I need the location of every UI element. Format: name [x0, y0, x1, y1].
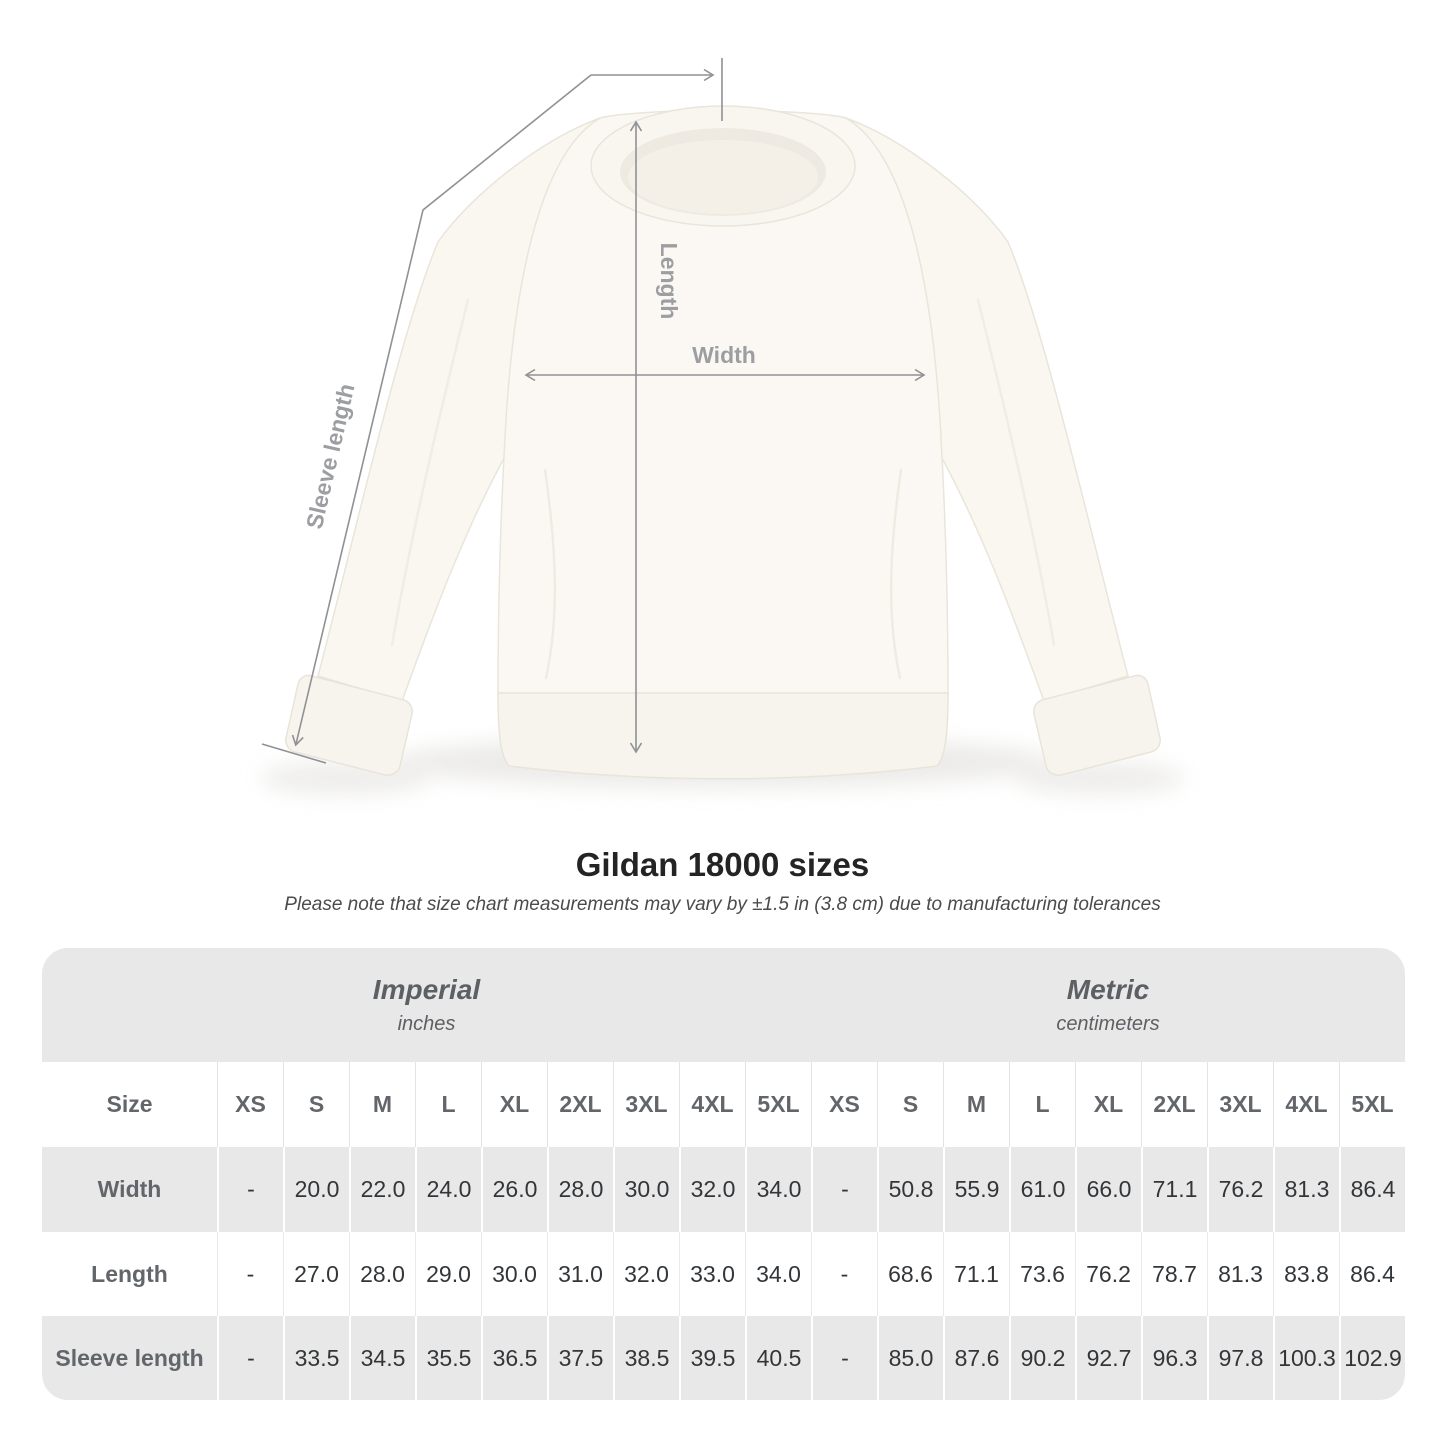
value-cell: - — [811, 1147, 877, 1232]
value-cell: 100.3 — [1273, 1316, 1339, 1400]
value-cell: 22.0 — [349, 1147, 415, 1232]
size-col-header: XL — [1075, 1062, 1141, 1147]
metric-group-header — [811, 948, 1405, 1062]
value-cell: 33.5 — [283, 1316, 349, 1400]
row-label-cell: Length — [91, 1260, 168, 1287]
size-col-header: 5XL — [1339, 1062, 1405, 1147]
value-cell: 76.2 — [1075, 1232, 1141, 1316]
imperial-group-header — [42, 948, 811, 1062]
value-cell: 97.8 — [1207, 1316, 1273, 1400]
value-cell: 20.0 — [283, 1147, 349, 1232]
size-col-header: L — [415, 1062, 481, 1147]
value-cell: 28.0 — [547, 1147, 613, 1232]
value-cell: 85.0 — [877, 1316, 943, 1400]
value-cell: 34.5 — [349, 1316, 415, 1400]
value-cell: 81.3 — [1273, 1147, 1339, 1232]
size-col-header: 3XL — [1207, 1062, 1273, 1147]
value-cell: 34.0 — [745, 1232, 811, 1316]
imperial-group-unit: inches — [397, 1013, 456, 1035]
value-cell: 37.5 — [547, 1316, 613, 1400]
metric-group-unit: centimeters — [1056, 1013, 1160, 1035]
value-cell: 73.6 — [1009, 1232, 1075, 1316]
page-title: Gildan 18000 sizes — [575, 846, 870, 883]
table-header-row — [42, 1062, 1405, 1147]
size-col-header: M — [943, 1062, 1009, 1147]
value-cell: 26.0 — [481, 1147, 547, 1232]
value-cell: 71.1 — [943, 1232, 1009, 1316]
width-label: Width — [692, 342, 756, 368]
table-row-sleeve-length — [42, 1316, 1405, 1400]
value-cell: 27.0 — [283, 1232, 349, 1316]
size-col-header: 5XL — [745, 1062, 811, 1147]
value-cell: 90.2 — [1009, 1316, 1075, 1400]
value-cell: 30.0 — [613, 1147, 679, 1232]
value-cell: 40.5 — [745, 1316, 811, 1400]
value-cell: 87.6 — [943, 1316, 1009, 1400]
size-col-header: 3XL — [613, 1062, 679, 1147]
value-cell: 29.0 — [415, 1232, 481, 1316]
table-row-length — [42, 1232, 1405, 1316]
value-cell: - — [811, 1316, 877, 1400]
size-col-header: S — [283, 1062, 349, 1147]
sweatshirt-illustration — [286, 106, 1160, 779]
value-cell: 50.8 — [877, 1147, 943, 1232]
value-cell: 76.2 — [1207, 1147, 1273, 1232]
value-cell: 39.5 — [679, 1316, 745, 1400]
metric-group-name: Metric — [1066, 974, 1150, 1005]
value-cell: 36.5 — [481, 1316, 547, 1400]
size-col-header: 4XL — [679, 1062, 745, 1147]
value-cell: 81.3 — [1207, 1232, 1273, 1316]
value-cell: 96.3 — [1141, 1316, 1207, 1400]
value-cell: 86.4 — [1339, 1232, 1405, 1316]
value-cell: 71.1 — [1141, 1147, 1207, 1232]
value-cell: 28.0 — [349, 1232, 415, 1316]
size-col-header: XL — [481, 1062, 547, 1147]
table-row-width — [42, 1147, 1405, 1232]
length-label: Length — [656, 242, 682, 320]
value-cell: 66.0 — [1075, 1147, 1141, 1232]
value-cell: 102.9 — [1339, 1316, 1405, 1400]
value-cell: 33.0 — [679, 1232, 745, 1316]
value-cell: 30.0 — [481, 1232, 547, 1316]
value-cell: - — [217, 1147, 283, 1232]
size-table — [42, 948, 1405, 1400]
size-col-header: 4XL — [1273, 1062, 1339, 1147]
value-cell: 34.0 — [745, 1147, 811, 1232]
imperial-group-name: Imperial — [372, 974, 481, 1005]
value-cell: - — [217, 1316, 283, 1400]
value-cell: 35.5 — [415, 1316, 481, 1400]
value-cell: 86.4 — [1339, 1147, 1405, 1232]
size-header-cell: Size — [106, 1091, 153, 1117]
size-col-header: XS — [217, 1062, 283, 1147]
size-col-header: 2XL — [1141, 1062, 1207, 1147]
value-cell: 83.8 — [1273, 1232, 1339, 1316]
value-cell: 32.0 — [613, 1232, 679, 1316]
value-cell: 31.0 — [547, 1232, 613, 1316]
size-col-header: L — [1009, 1062, 1075, 1147]
tolerance-note: Please note that size chart measurements may vary by ±1.5 in (3.8 cm) due to manufacturing tolerances — [284, 894, 1161, 915]
value-cell: 32.0 — [679, 1147, 745, 1232]
size-col-header: M — [349, 1062, 415, 1147]
value-cell: 61.0 — [1009, 1147, 1075, 1232]
size-col-header: 2XL — [547, 1062, 613, 1147]
value-cell: 92.7 — [1075, 1316, 1141, 1400]
row-label-cell: Width — [97, 1176, 162, 1202]
value-cell: 68.6 — [877, 1232, 943, 1316]
value-cell: - — [217, 1232, 283, 1316]
value-cell: 78.7 — [1141, 1232, 1207, 1316]
value-cell: - — [811, 1232, 877, 1316]
row-label-cell: Sleeve length — [55, 1344, 204, 1371]
value-cell: 24.0 — [415, 1147, 481, 1232]
value-cell: 55.9 — [943, 1147, 1009, 1232]
size-col-header: XS — [811, 1062, 877, 1147]
value-cell: 38.5 — [613, 1316, 679, 1400]
unit-group-band — [42, 948, 1405, 1062]
sleeve-length-label: Sleeve length — [300, 381, 360, 532]
size-col-header: S — [877, 1062, 943, 1147]
